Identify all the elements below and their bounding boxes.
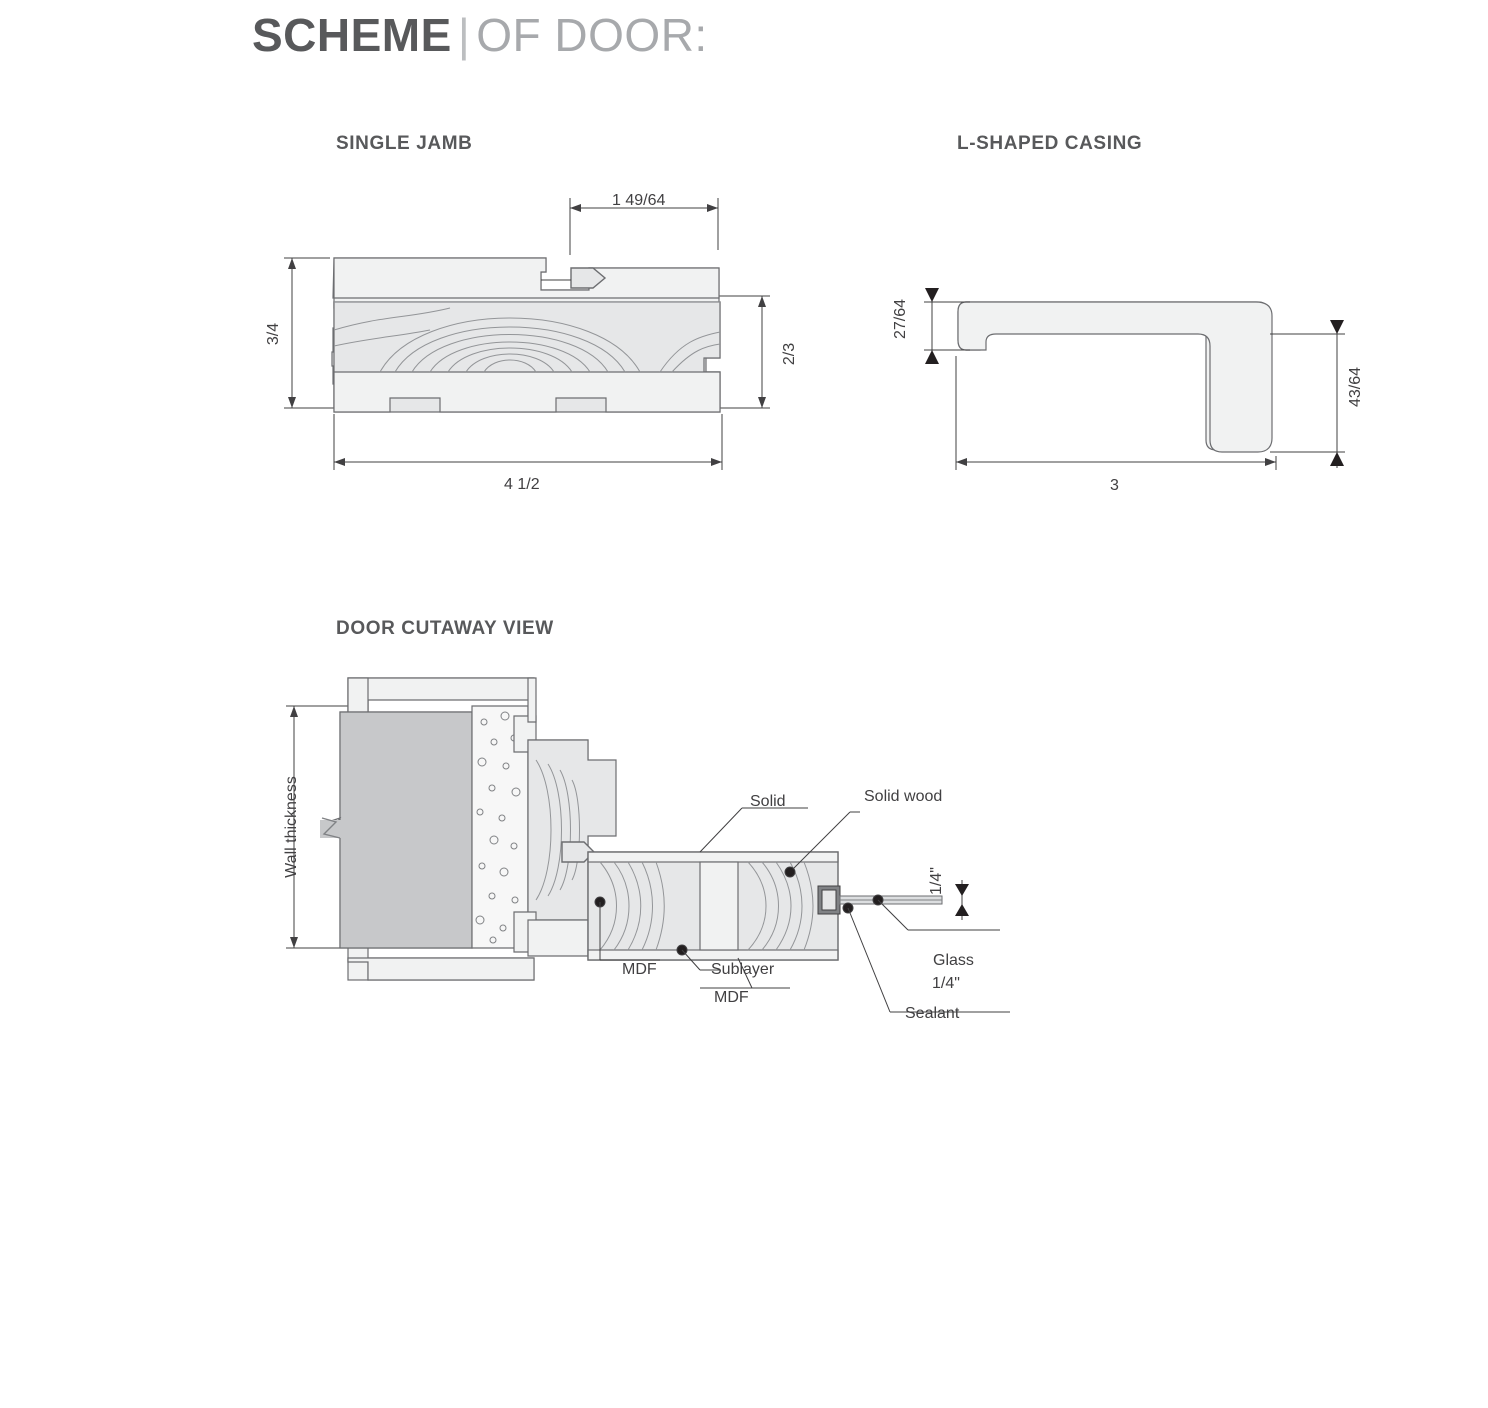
jamb-left-dimension-label: 3/4: [265, 322, 282, 346]
title-light: OF DOOR:: [476, 9, 708, 61]
casing-left-dimension-label: 27/64: [892, 298, 909, 340]
l-shaped-casing-drawing: [924, 288, 1345, 470]
callout-glass-label: Glass: [933, 952, 974, 969]
callout-mdf-left-label: MDF: [622, 961, 657, 978]
jamb-bottom-dimension: [334, 414, 722, 470]
callout-solid-label: Solid: [750, 793, 786, 810]
single-jamb-drawing: [284, 198, 770, 470]
wall-thickness-label: Wall thickness: [283, 776, 300, 878]
section-title-door-cutaway: DOOR CUTAWAY VIEW: [336, 618, 554, 639]
section-title-l-shaped-casing: L-SHAPED CASING: [957, 133, 1143, 154]
casing-right-dimension-label: 43/64: [1347, 366, 1364, 408]
callout-glass-thickness-label: 1/4": [932, 975, 960, 992]
callout-quarter-inch-label: 1/4": [928, 867, 945, 895]
callout-sealant-label: Sealant: [905, 1005, 960, 1022]
casing-bottom-dimension-label: 3: [1110, 477, 1119, 494]
jamb-right-dimension-label: 2/3: [781, 342, 798, 366]
casing-right-dimension: [1270, 320, 1345, 468]
callout-mdf-bottom-label: MDF: [714, 989, 749, 1006]
callout-solid-wood-label: Solid wood: [864, 788, 943, 805]
jamb-bottom-dimension-label: 4 1/2: [504, 476, 540, 493]
title-separator: |: [457, 9, 471, 61]
jamb-right-dimension: [718, 296, 770, 408]
callout-sublayer-label: Sublayer: [711, 961, 775, 978]
title-bold: SCHEME: [252, 9, 452, 61]
glass-thickness-dimension: [955, 880, 969, 920]
section-title-single-jamb: SINGLE JAMB: [336, 133, 473, 154]
jamb-top-dimension-label: 1 49/64: [612, 192, 666, 209]
